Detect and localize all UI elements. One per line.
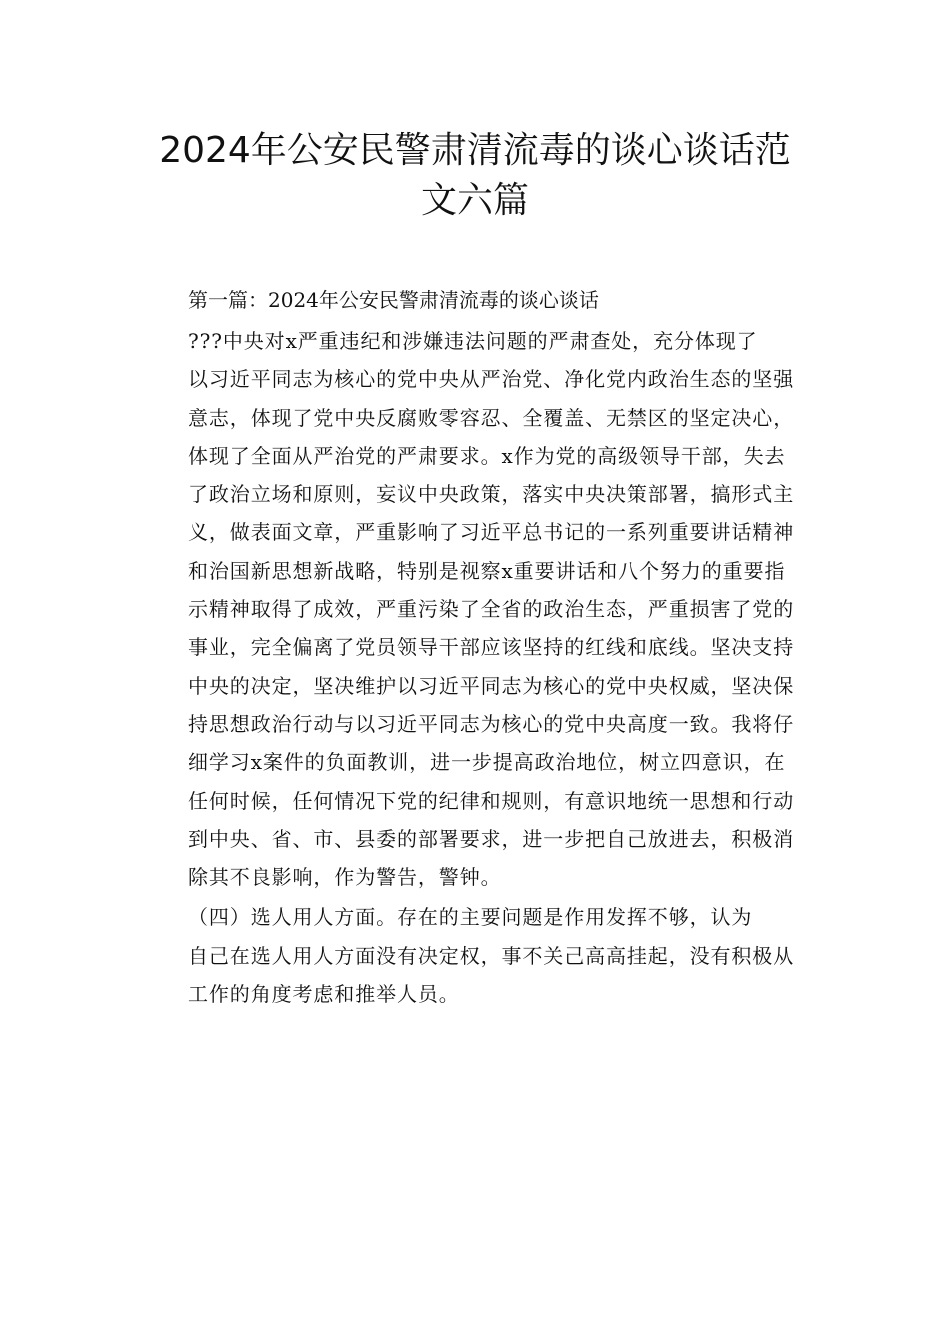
document-title — [120, 126, 830, 226]
title-line-1: 2024年公安民警肃清流毒的谈心谈话范 — [159, 130, 791, 171]
text-line: 持思想政治行动与以习近平同志为核心的党中央高度一致。我将仔 — [188, 711, 795, 736]
text-line: 中央的决定，坚决维护以习近平同志为核心的党中央权威，坚决保 — [188, 673, 795, 698]
text-line: 和治国新思想新战略，特别是视察x重要讲话和八个努力的重要指 — [188, 558, 786, 583]
text-line: 义，做表面文章，严重影响了习近平总书记的一系列重要讲话精神 — [188, 520, 795, 545]
text-line: 示精神取得了成效，严重污染了全省的政治生态，严重损害了党的 — [188, 597, 795, 622]
paragraph-1 — [145, 322, 805, 896]
section-subheading: 第一篇：2024年公安民警肃清流毒的谈心谈话 — [188, 288, 599, 312]
title-line-2: 文六篇 — [420, 180, 529, 221]
text-line: （四）选人用人方面。存在的主要问题是作用发挥不够，认为 — [188, 905, 753, 930]
text-line: 细学习x案件的负面教训，进一步提高政治地位，树立四意识，在 — [188, 750, 786, 775]
text-line: 意志，体现了党中央反腐败零容忍、全覆盖、无禁区的坚定决心， — [188, 405, 795, 430]
text-line: 除其不良影响，作为警告，警钟。 — [188, 865, 502, 890]
text-line: 事业，完全偏离了党员领导干部应该坚持的红线和底线。坚决支持 — [188, 635, 795, 660]
text-line: 体现了全面从严治党的严肃要求。x作为党的高级领导干部，失去 — [188, 443, 786, 468]
text-line: 任何时候，任何情况下党的纪律和规则，有意识地统一思想和行动 — [188, 788, 795, 813]
document-body — [145, 281, 805, 1015]
text-line: 了政治立场和原则，妄议中央政策，落实中央决策部署，搞形式主 — [188, 482, 795, 507]
text-line: ???中央对x严重违纪和涉嫌违法问题的严肃查处，充分体现了 — [188, 329, 758, 353]
paragraph-2 — [145, 898, 805, 1013]
text-line: 自己在选人用人方面没有决定权，事不关己高高挂起，没有积极从 — [188, 943, 795, 968]
text-line: 以习近平同志为核心的党中央从严治党、净化党内政治生态的坚强 — [188, 367, 795, 392]
text-line: 工作的角度考虑和推举人员。 — [188, 982, 460, 1007]
text-line: 到中央、省、市、县委的部署要求，进一步把自己放进去，积极消 — [188, 826, 795, 851]
